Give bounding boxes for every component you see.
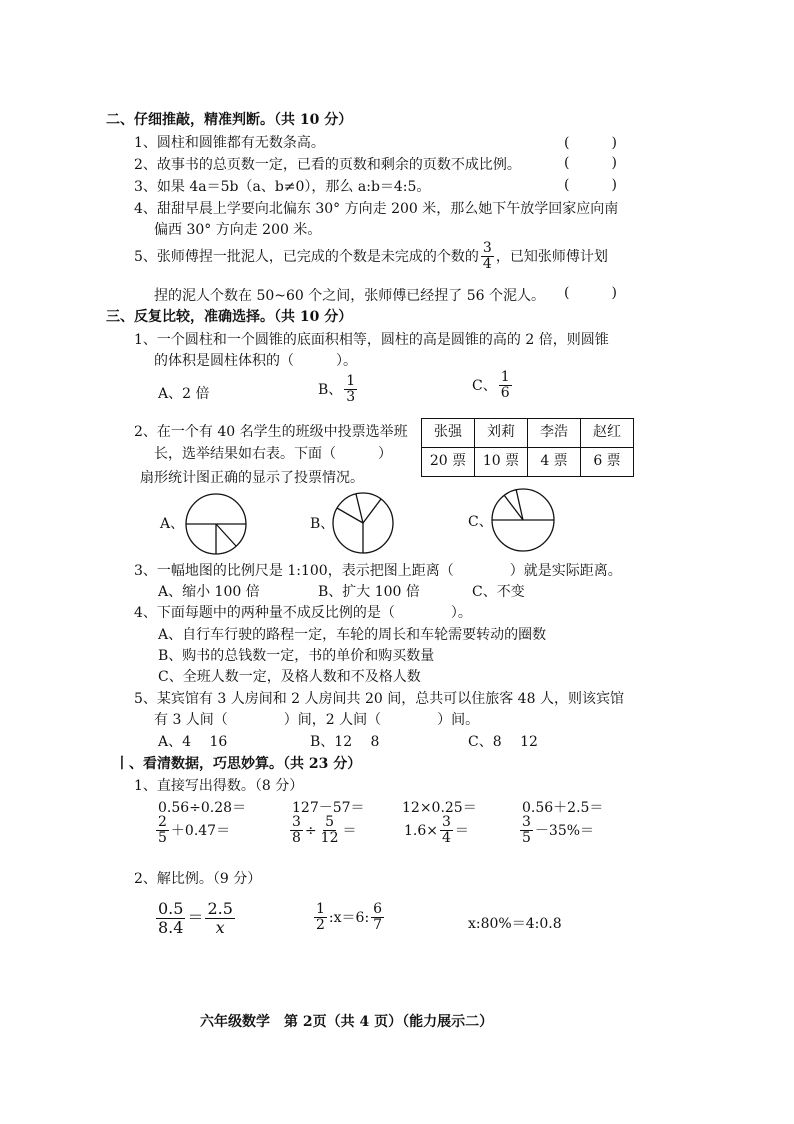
table-cell: 张强 xyxy=(422,419,475,448)
s3-q3-option-c[interactable]: C、不变 xyxy=(472,584,525,600)
table-cell: 4 票 xyxy=(528,448,581,477)
s4-q2: 2、解比例。（9 分） xyxy=(134,871,262,887)
pie-option-b[interactable] xyxy=(331,491,395,555)
page-footer: 六年级数学 第 2页（共 4 页）（能力展示二） xyxy=(200,1014,494,1030)
s3-q3: 3、一幅地图的比例尺是 1:100，表示把图上距离（ ）就是实际距离。 xyxy=(134,563,622,579)
s3-q2-line3: 扇形统计图正确的显示了投票情况。 xyxy=(140,470,364,486)
s3-q5-line2: 有 3 人间（ ）间，2 人间（ ）间。 xyxy=(154,712,480,728)
s3-q2-option-c-label[interactable]: C、 xyxy=(468,514,493,530)
s3-q3-option-b[interactable]: B、扩大 100 倍 xyxy=(318,584,420,600)
table-cell: 赵红 xyxy=(581,419,634,448)
s2-q1: 1、圆柱和圆锥都有无数条高。 xyxy=(134,135,325,151)
vote-table xyxy=(421,418,634,477)
s3-q2-line1: 2、在一个有 40 名学生的班级中投票选举班 xyxy=(134,424,408,440)
s3-q2-line2: 长，选举结果如右表。下面（ ） xyxy=(154,446,392,462)
s2-q5-line1: 5、张师傅捏一批泥人，已完成的个数是未完成的个数的 $\frac{3}{4}$ ，已知张师傅计划 xyxy=(134,240,608,273)
pie-option-c[interactable] xyxy=(490,487,556,553)
s3-q1-line2: 的体积是圆柱体积的（ ）。 xyxy=(154,353,357,369)
calc-1: 0.56÷0.28＝ xyxy=(158,800,247,816)
s3-q2-option-b-label[interactable]: B、 xyxy=(310,516,335,532)
s3-q1-line1: 1、一个圆柱和一个圆锥的底面积相等，圆柱的高是圆锥的高的 2 倍，则圆锥 xyxy=(134,332,609,348)
section4-heading: 丨、看清数据，巧思妙算。（共 23 分） xyxy=(115,756,362,772)
s2-q3-answer[interactable]: ( ) xyxy=(564,177,617,193)
s2-q5-answer[interactable]: ( ) xyxy=(564,285,617,301)
proportion-2: $\frac{1}{2}$ :x＝6: $\frac{6}{7}$ xyxy=(316,901,383,934)
s2-q1-answer[interactable]: ( ) xyxy=(564,135,617,151)
s3-q3-option-a[interactable]: A、缩小 100 倍 xyxy=(158,584,260,600)
calc-8: $\frac{3}{5}$ －35%＝ xyxy=(522,814,595,847)
s3-q5-option-b[interactable]: B、12 8 xyxy=(310,734,380,750)
calc-2: 127－57＝ xyxy=(292,800,365,816)
s3-q4-option-c[interactable]: C、全班人数一定，及格人数和不及格人数 xyxy=(158,669,421,685)
calc-6: $\frac{3}{8}$ ÷ $\frac{5}{12}$ ＝ xyxy=(292,814,357,847)
section3-heading: 三、反复比较，准确选择。（共 10 分） xyxy=(106,309,353,325)
table-cell: 6 票 xyxy=(581,448,634,477)
s3-q5-option-c[interactable]: C、8 12 xyxy=(468,734,538,750)
s2-q4-line2: 偏西 30° 方向走 200 米。 xyxy=(154,222,322,238)
s3-q1-option-a[interactable]: A、2 倍 xyxy=(158,386,210,402)
s2-q3: 3、如果 4a＝5b（a、b≠0），那么 a:b＝4:5。 xyxy=(134,179,431,195)
s3-q4-option-a[interactable]: A、自行车行驶的路程一定，车轮的周长和车轮需要转动的圈数 xyxy=(158,627,547,643)
s3-q5-line1: 5、某宾馆有 3 人房间和 2 人房间共 20 间，总共可以住旅客 48 人，则该宾馆 xyxy=(134,691,624,707)
s3-q4-option-b[interactable]: B、购书的总钱数一定，书的单价和购买数量 xyxy=(158,648,435,664)
calc-7: 1.6× $\frac{3}{4}$ ＝ xyxy=(404,814,469,847)
table-row xyxy=(422,448,634,477)
section2-heading: 二、仔细推敲，精准判断。（共 10 分） xyxy=(106,112,353,128)
s2-q4-line1: 4、甜甜早晨上学要向北偏东 30° 方向走 200 米，那么她下午放学回家应向南 xyxy=(134,201,619,217)
table-row xyxy=(422,419,634,448)
s3-q1-option-b[interactable]: B、 $\frac{1}{3}$ xyxy=(318,373,356,406)
table-cell: 刘莉 xyxy=(475,419,528,448)
calc-5: $\frac{2}{5}$ ＋0.47＝ xyxy=(158,814,231,847)
fraction: $\frac{3}{4}$ xyxy=(482,240,492,273)
s3-q4: 4、下面每题中的两种量不成反比例的是（ ）。 xyxy=(134,605,472,621)
s3-q5-option-a[interactable]: A、4 16 xyxy=(158,734,228,750)
table-cell: 李浩 xyxy=(528,419,581,448)
s3-q2-option-a-label[interactable]: A、 xyxy=(160,516,185,532)
calc-4: 0.56＋2.5＝ xyxy=(522,800,604,816)
s3-q1-option-c[interactable]: C、 $\frac{1}{6}$ xyxy=(472,369,510,402)
table-cell: 10 票 xyxy=(475,448,528,477)
proportion-3: x:80%＝4:0.8 xyxy=(468,916,562,932)
s2-q2-answer[interactable]: ( ) xyxy=(564,155,617,171)
table-cell: 20 票 xyxy=(422,448,475,477)
s4-q1: 1、直接写出得数。（8 分） xyxy=(134,778,304,794)
calc-3: 12×0.25＝ xyxy=(402,800,477,816)
pie-option-a[interactable] xyxy=(184,492,248,556)
s2-q2: 2、故事书的总页数一定，已看的页数和剩余的页数不成比例。 xyxy=(134,157,521,173)
proportion-1: $\frac{0.5}{8.4}$ ＝ $\frac{2.5}{x}$ xyxy=(158,899,233,937)
s2-q5-line2: 捏的泥人个数在 50~60 个之间，张师傅已经捏了 56 个泥人。 xyxy=(154,288,545,304)
